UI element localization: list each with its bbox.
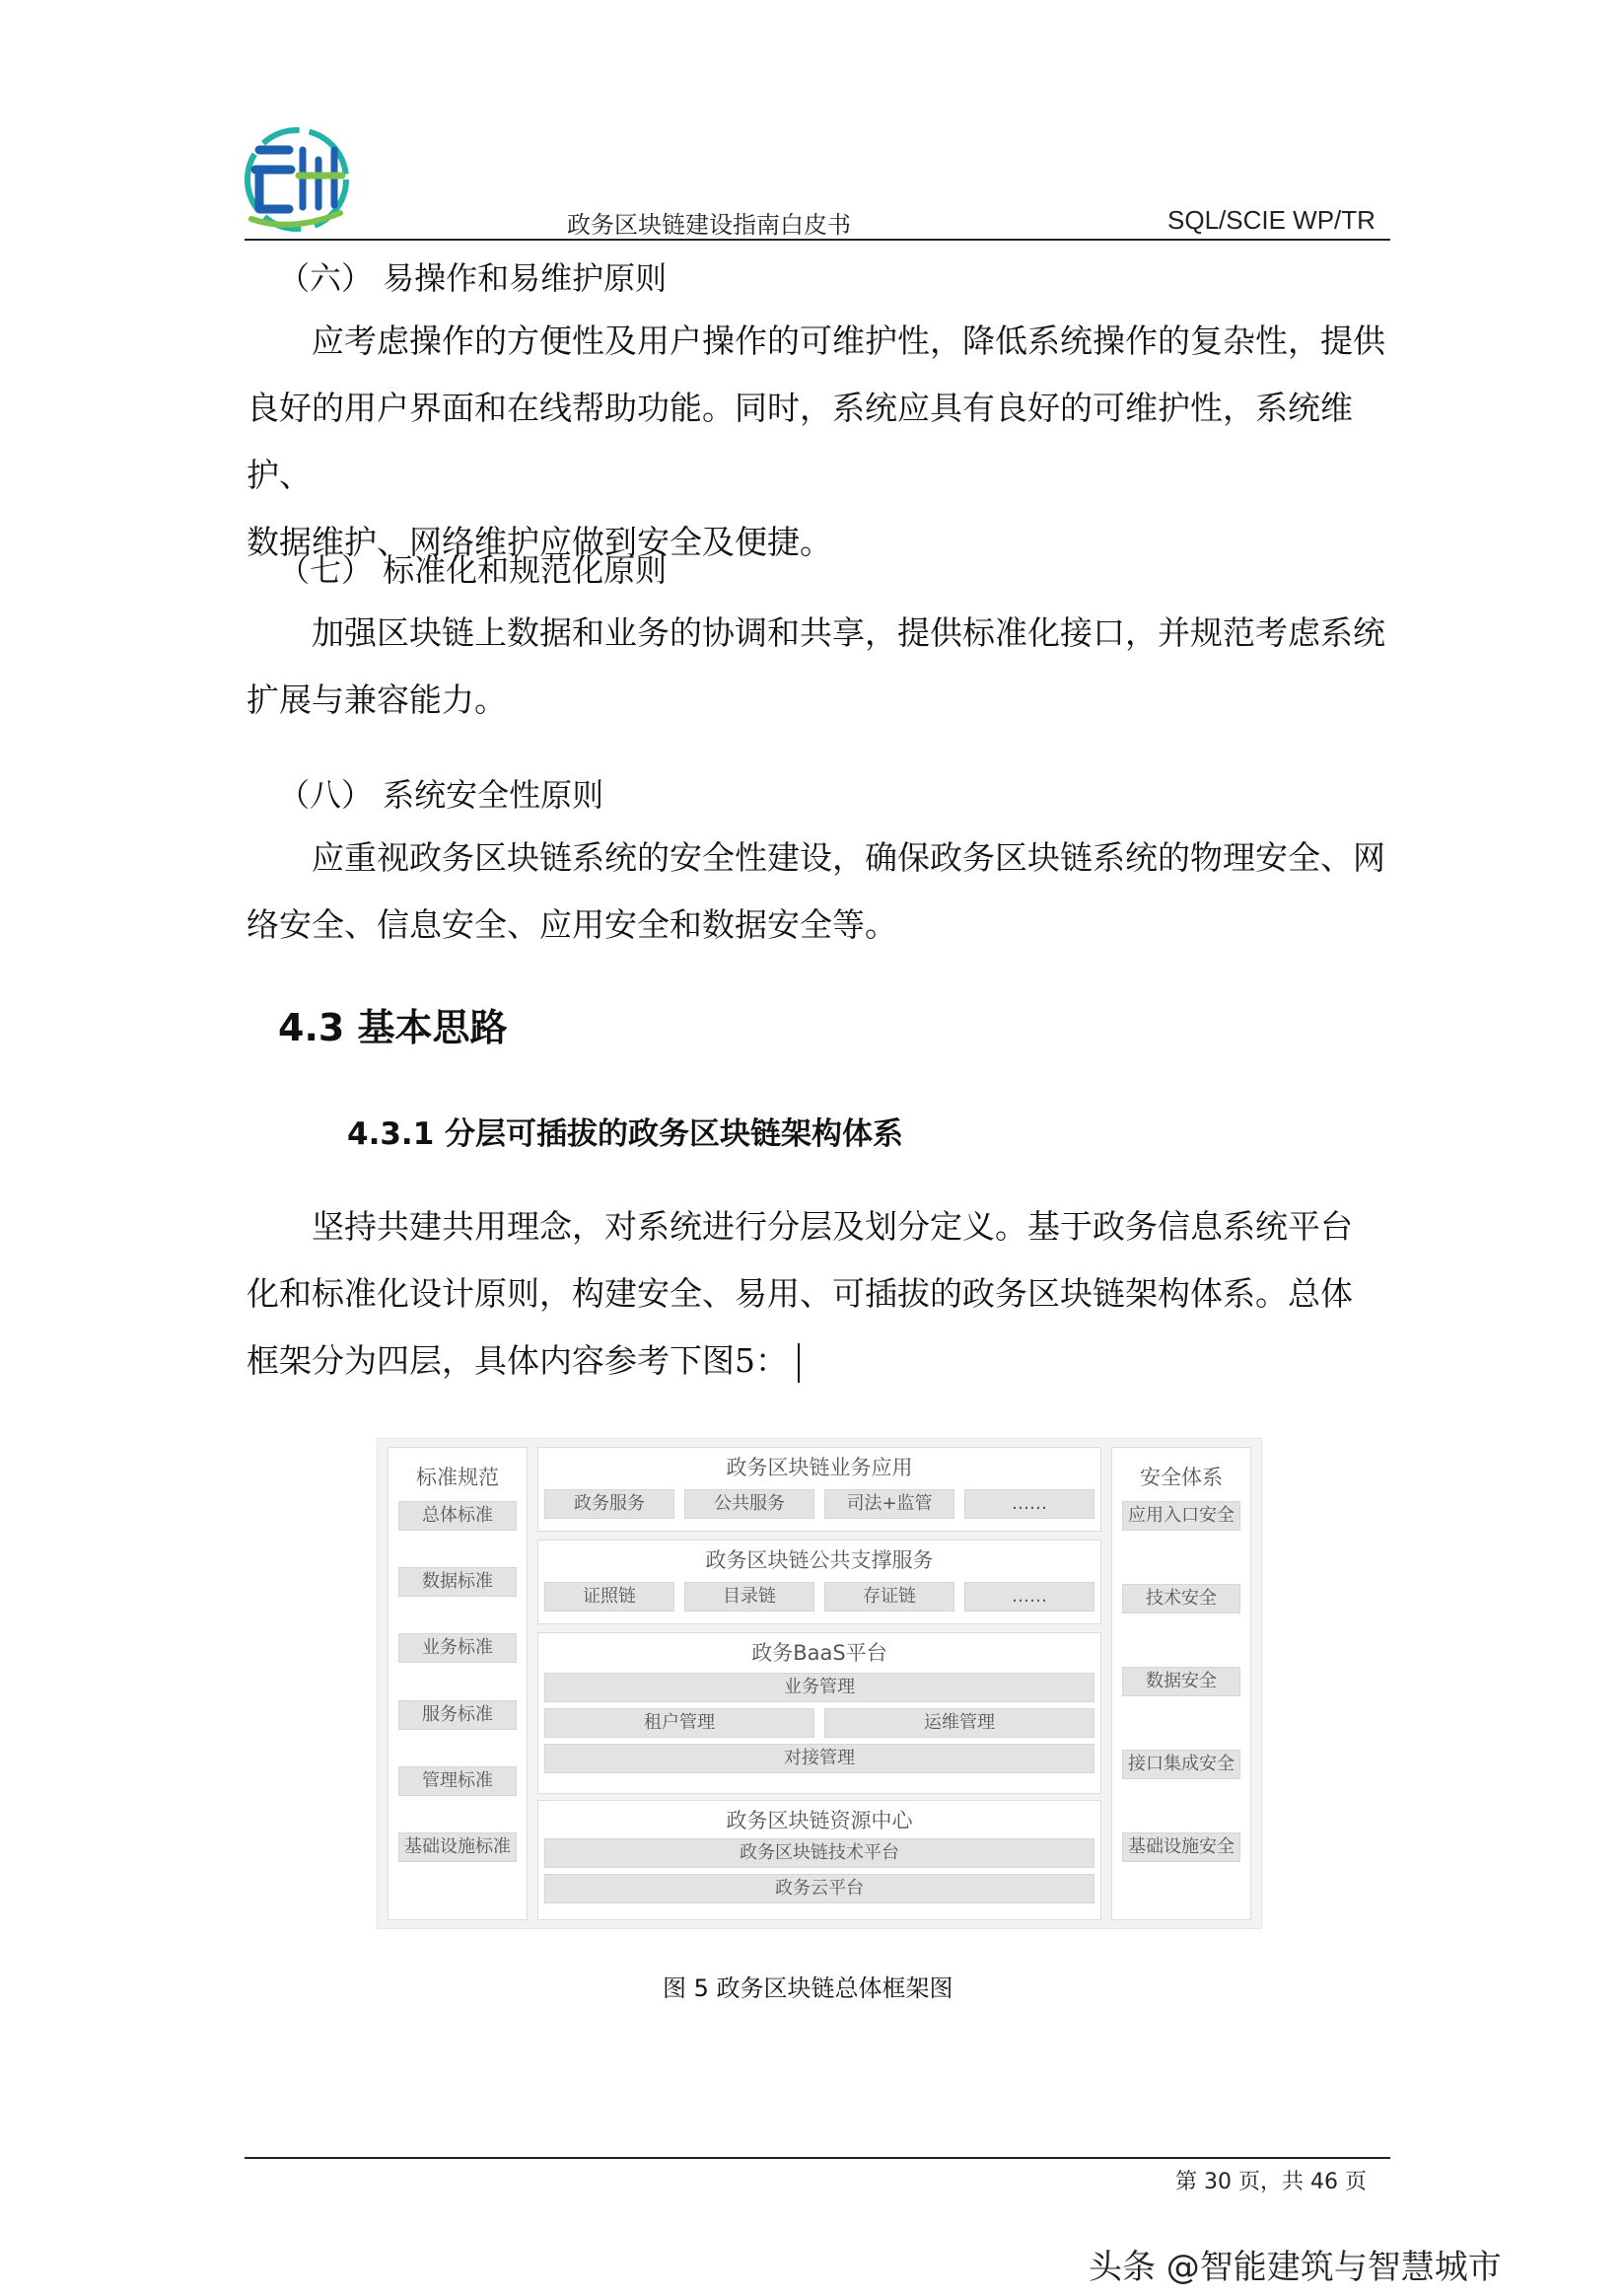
layer-1-item: 司法+监管 xyxy=(824,1489,954,1519)
header-rule xyxy=(245,239,1390,241)
section-7-line-1: 加强区块链上数据和业务的协调和共享，提供标准化接口，并规范考虑系统 xyxy=(312,613,1385,652)
section-4-3-1-line-3-wrap xyxy=(247,1327,1392,1395)
layer-4-cloud-platform: 政务云平台 xyxy=(544,1874,1094,1903)
section-4-3-heading: 4.3 基本思路 xyxy=(278,1006,508,1049)
header-document-code: SQL/SCIE WP/TR xyxy=(1167,205,1376,235)
layer-4-title: 政务区块链资源中心 xyxy=(726,1809,913,1832)
standard-item: 服务标准 xyxy=(398,1700,517,1730)
standard-item: 业务标准 xyxy=(398,1633,517,1663)
framework-diagram xyxy=(377,1438,1262,1929)
layer-2-item: 存证链 xyxy=(824,1582,954,1612)
standard-item: 总体标准 xyxy=(398,1501,517,1531)
section-6-heading: （六） 易操作和易维护原则 xyxy=(278,259,668,297)
section-6-paragraph xyxy=(247,308,1392,576)
layer-resource-center xyxy=(537,1800,1101,1920)
standard-item: 数据标准 xyxy=(398,1567,517,1597)
section-6-line-2: 良好的用户界面和在线帮助功能。同时，系统应具有良好的可维护性，系统维护、 xyxy=(247,389,1353,494)
layer-2-item: …… xyxy=(964,1582,1094,1612)
security-item: 接口集成安全 xyxy=(1122,1750,1240,1779)
standards-column-title: 标准规范 xyxy=(416,1466,499,1489)
security-column xyxy=(1111,1447,1251,1920)
section-4-3-1-line-3: 框架分为四层，具体内容参考下图5： xyxy=(247,1341,788,1380)
section-7-paragraph xyxy=(247,600,1392,734)
layer-2-title: 政务区块链公共支撑服务 xyxy=(705,1548,934,1572)
standard-item: 管理标准 xyxy=(398,1766,517,1796)
standards-column xyxy=(388,1447,528,1920)
page-number: 第 30 页，共 46 页 xyxy=(1175,2170,1367,2194)
section-6-line-3: 数据维护、网络维护应做到安全及便捷。 xyxy=(247,523,832,561)
layer-2-item: 证照链 xyxy=(544,1582,674,1612)
section-4-3-1-line-2: 化和标准化设计原则，构建安全、易用、可插拔的政务区块链架构体系。总体 xyxy=(247,1274,1353,1313)
section-7-line-2: 扩展与兼容能力。 xyxy=(247,681,507,719)
section-8-line-2: 络安全、信息安全、应用安全和数据安全等。 xyxy=(247,905,897,944)
section-4-3-1-heading: 4.3.1 分层可插拔的政务区块链架构体系 xyxy=(347,1116,904,1152)
layer-2-item: 目录链 xyxy=(684,1582,814,1612)
layer-public-support-services xyxy=(537,1540,1101,1624)
security-item: 基础设施安全 xyxy=(1122,1832,1240,1862)
layer-3-title: 政务BaaS平台 xyxy=(751,1641,887,1665)
organization-logo xyxy=(242,120,352,237)
header-title: 政务区块链建设指南白皮书 xyxy=(567,211,851,239)
layer-3-integration-management: 对接管理 xyxy=(544,1744,1094,1773)
layer-1-item: 政务服务 xyxy=(544,1489,674,1519)
layer-3-tenant-management: 租户管理 xyxy=(544,1708,814,1738)
layer-1-title: 政务区块链业务应用 xyxy=(726,1456,913,1479)
section-4-3-1-paragraph xyxy=(247,1193,1392,1395)
text-cursor xyxy=(798,1343,800,1383)
section-8-paragraph xyxy=(247,825,1392,959)
security-item: 技术安全 xyxy=(1122,1584,1240,1614)
layer-4-tech-platform: 政务区块链技术平台 xyxy=(544,1838,1094,1868)
security-column-title: 安全体系 xyxy=(1140,1466,1223,1489)
figure-caption: 图 5 政务区块链总体框架图 xyxy=(663,1974,953,2002)
section-6-line-1: 应考虑操作的方便性及用户操作的可维护性，降低系统操作的复杂性，提供 xyxy=(312,322,1385,360)
watermark-text: 头条 @智能建筑与智慧城市 xyxy=(1089,2248,1502,2287)
layer-business-applications xyxy=(537,1447,1101,1532)
standard-item: 基础设施标准 xyxy=(398,1832,517,1862)
layer-baas-platform xyxy=(537,1632,1101,1794)
layer-3-business-management: 业务管理 xyxy=(544,1673,1094,1702)
footer-rule xyxy=(245,2157,1390,2159)
layer-1-item: 公共服务 xyxy=(684,1489,814,1519)
section-4-3-1-line-1: 坚持共建共用理念，对系统进行分层及划分定义。基于政务信息系统平台 xyxy=(312,1207,1353,1246)
security-item: 应用入口安全 xyxy=(1122,1501,1240,1531)
layer-3-operations-management: 运维管理 xyxy=(824,1708,1094,1738)
section-8-line-1: 应重视政务区块链系统的安全性建设，确保政务区块链系统的物理安全、网 xyxy=(312,838,1385,877)
security-item: 数据安全 xyxy=(1122,1667,1240,1696)
section-7-heading: （七） 标准化和规范化原则 xyxy=(278,551,668,589)
layer-1-item: …… xyxy=(964,1489,1094,1519)
section-8-heading: （八） 系统安全性原则 xyxy=(278,776,604,814)
